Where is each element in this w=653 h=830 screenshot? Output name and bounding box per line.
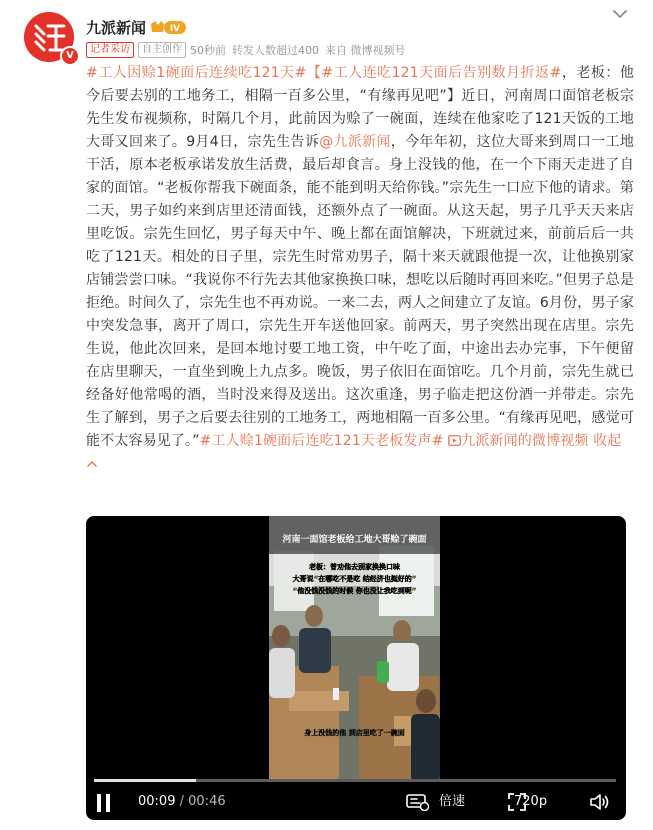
current-time: 00:09: [138, 794, 176, 809]
danmaku-icon[interactable]: [406, 793, 430, 811]
video-time: [138, 792, 226, 812]
post-text: ，今年年初，这位大哥来到周口一工地干活，原本老板承诺发放生活费，最后却食言。身上没钱的他，在一个下雨天走进了自家的面馆。“老板你帮我下碗面条，能不能到明天给你钱。”宗先生一口应下他的请求。第二天，男子如约来到店里还清面钱，还额外点了一碗面。从这天起，男子几乎天天来店里吃饭。宗先生回忆，男子每天中午、晚上都在面馆解决，下班就过来，前前后后一共吃了121天。相处的日子里，宗先生时常劝男子，隔十来天就跟他提一次，让他换别家店铺尝尝口味。“我说你不行先去其他家换换口味，想吃以后随时再回来吃。”但男子总是拒绝。时间久了，宗先生也不再劝说。一来二去，两人之间建立了友谊。6月份，男子家中突发急事，离开了周口，宗先生开车送他回家。前两天，男子突然出现在店里。宗先生说，他此次回来，是回本地讨要工地工资，中午吃了面，中途出去办完事，下午便留在店里聊天，一直坐到晚上九点多。晚饭，男子依旧在面馆吃。几个月前，宗先生就已经备好他常喝的酒，当时没来得及送出。这次重逢，男子临走把这份酒一并带走。宗先生了解到，男子之后要去往别的工地务工，两地相隔一百多公里。“有缘再见吧，感觉可能不太容易见了。”: [86, 134, 634, 449]
author-name[interactable]: 九派新闻: [86, 19, 147, 37]
level-badge-text: IV: [169, 24, 181, 34]
post-content: [86, 62, 634, 476]
tag-original-creation: 自主创作: [138, 42, 186, 58]
pause-icon: [97, 794, 101, 812]
video-caption-title: 河南一面馆老板给工地大哥赊了碗面: [282, 535, 427, 545]
video-link-icon: [448, 435, 461, 446]
time-separator: /: [179, 794, 184, 809]
fullscreen-icon[interactable]: [508, 793, 526, 811]
video-caption-line: 老板：曾劝他去别家换换口味: [309, 563, 400, 571]
video-frame: [269, 516, 440, 782]
video-player[interactable]: [86, 516, 626, 820]
post-meta: [86, 42, 412, 58]
level-badge: [149, 20, 187, 35]
post-source[interactable]: 来自 微博视频号: [325, 44, 406, 57]
video-caption-line: 大哥说“在哪吃不是吃 结经济也挺好的”: [292, 575, 417, 583]
speed-button[interactable]: 倍速: [439, 794, 466, 809]
post-text: ，老板：他今后要去别的工地务工，相隔一百多公里，“有缘再见吧”】近日，河南周口面馆老板宗先生发布视频称，时隔几个月，此前因为赊了一碗面，连续在他家吃了121天饭的工地大哥又回来了。9月4日，宗先生告诉: [86, 65, 634, 150]
hashtag-link[interactable]: 【#工人连吃121天面后告别数月折返#: [306, 65, 562, 81]
collapse-label: 收起: [593, 433, 622, 449]
video-link-label: 九派新闻的微博视频: [461, 433, 589, 449]
duration: 00:46: [188, 794, 226, 809]
video-progress-fill: [94, 779, 196, 782]
verified-badge: V: [60, 46, 80, 66]
volume-icon[interactable]: [589, 793, 611, 811]
video-scene: [269, 516, 440, 782]
hashtag-link[interactable]: #工人因赊1碗面后连续吃121天#: [86, 65, 307, 81]
tag-reporter-interview: 记者采访: [86, 42, 134, 58]
chevron-down-icon[interactable]: [610, 6, 630, 22]
video-caption-line: “他没钱没钱的时候 你也没让我吃到呢”: [292, 587, 417, 595]
collapse-arrow-icon: [86, 459, 98, 469]
post-time: 50秒前: [190, 44, 226, 57]
video-link[interactable]: [448, 433, 588, 449]
hashtag-link[interactable]: #工人赊1碗面后连吃121天老板发声#: [199, 433, 444, 449]
quality-button[interactable]: 720p: [514, 794, 548, 809]
pause-button[interactable]: [97, 794, 111, 812]
repost-count: 转发人数超过400: [232, 44, 319, 57]
video-progress-bar[interactable]: [94, 779, 616, 782]
mention-link[interactable]: @九派新闻: [319, 134, 391, 150]
video-subtitle: 身上没钱的他 到店里吃了一碗面: [304, 729, 405, 737]
